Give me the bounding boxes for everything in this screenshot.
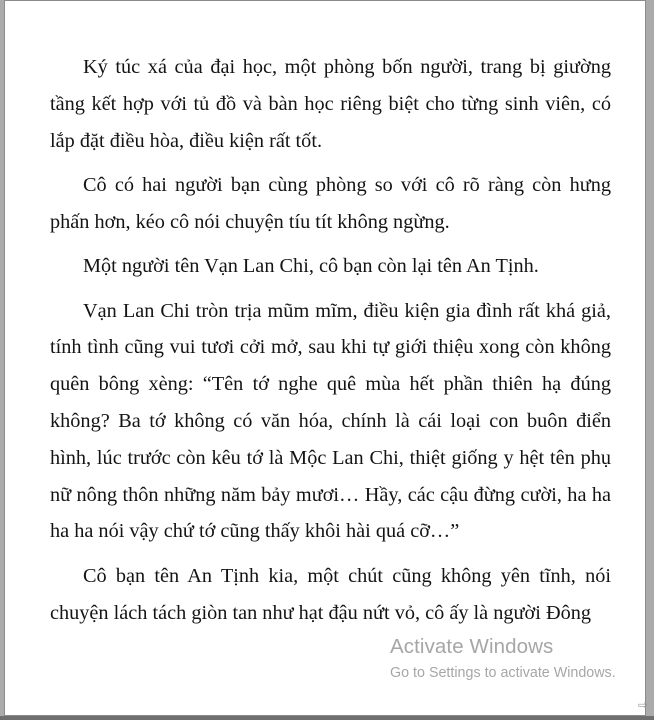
window-bottom-border (0, 716, 654, 720)
document-body (50, 49, 611, 639)
watermark-title: Activate Windows (390, 635, 554, 658)
activate-windows-watermark (390, 634, 616, 683)
resize-grip-icon[interactable]: ⇨ (637, 698, 648, 712)
paragraph-4: Vạn Lan Chi tròn trịa mũm mĩm, điều kiện gia đình rất khá giả, tính tình cũng vui tươi cởi mở, sau khi tự giới thiệu xong còn không quên bông xèng: “Tên tớ nghe quê mùa hết phần thiên hạ đúng không? Ba tớ không có văn hóa, chính là cái loại con buôn điển hình, lúc trước còn kêu tớ là Mộc Lan Chi, thiệt giống y hệt tên phụ nữ nông thôn những năm bảy mươi… Hầy, các cậu đừng cười, ha ha ha ha nói vậy chứ tớ cũng thấy khôi hài quá cỡ…” (50, 299, 611, 543)
watermark-subtitle: Go to Settings to activate Windows. (390, 665, 616, 681)
paragraph-1: Ký túc xá của đại học, một phòng bốn người, trang bị giường tầng kết hợp với tủ đồ và bàn học riêng biệt cho từng sinh viên, có lắp đặt điều hòa, điều kiện rất tốt. (50, 56, 611, 152)
paragraph-5: Cô bạn tên An Tịnh kia, một chút cũng không yên tĩnh, nói chuyện lách tách giòn tan như hạt đậu nứt vỏ, cô ấy là người Đông (50, 564, 611, 624)
document-page (4, 0, 646, 716)
paragraph-2: Cô có hai người bạn cùng phòng so với cô rõ ràng còn hưng phấn hơn, kéo cô nói chuyện tíu tít không ngừng. (50, 173, 611, 233)
paragraph-3: Một người tên Vạn Lan Chi, cô bạn còn lại tên An Tịnh. (83, 255, 539, 278)
